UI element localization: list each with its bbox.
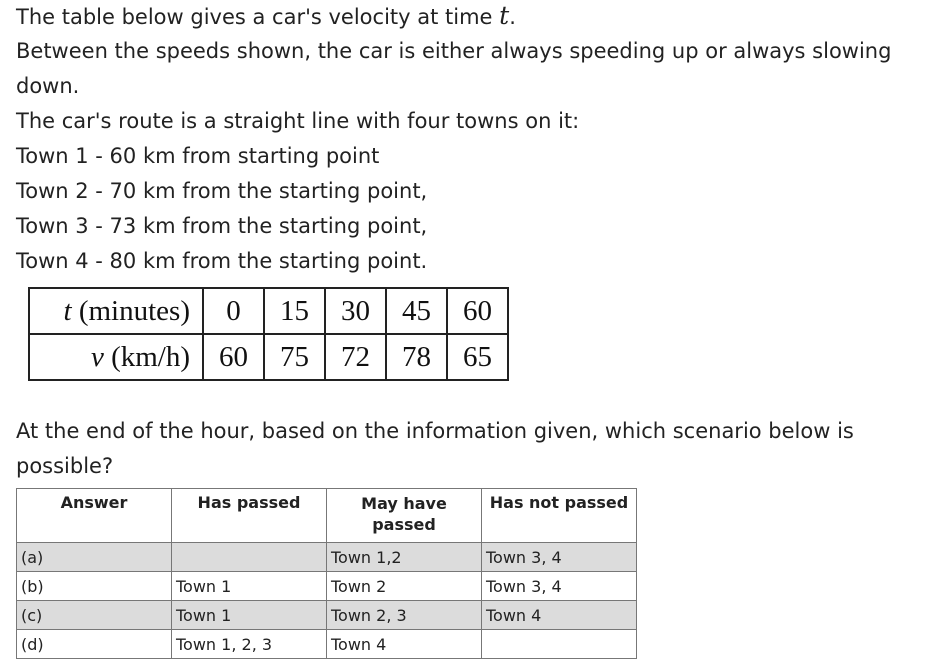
speed-var-label: v	[90, 340, 104, 373]
time-row	[29, 288, 508, 334]
town-1-line: Town 1 - 60 km from starting point	[16, 144, 380, 168]
answer-table-header	[17, 489, 637, 543]
answer-label: (a)	[17, 543, 172, 572]
intro-line-2: Between the speeds shown, the car is either always speeding up or always slowing	[16, 39, 892, 63]
has-passed-cell: Town 1	[172, 572, 327, 601]
speed-row	[29, 334, 508, 380]
has-not-passed-cell: Town 3, 4	[482, 572, 637, 601]
intro-line-1-prefix: The table below gives a car's velocity at time	[16, 5, 500, 29]
answer-table	[16, 488, 637, 659]
time-header	[29, 288, 203, 334]
question-line-2: possible?	[16, 454, 114, 478]
has-not-passed-cell	[482, 630, 637, 659]
table-row[interactable]	[17, 572, 637, 601]
table-row[interactable]	[17, 543, 637, 572]
has-passed-cell: Town 1, 2, 3	[172, 630, 327, 659]
time-cell: 15	[264, 288, 325, 334]
speed-cell: 65	[447, 334, 508, 380]
has-not-passed-cell: Town 4	[482, 601, 637, 630]
question-line-1: At the end of the hour, based on the information given, which scenario below is	[16, 419, 854, 443]
answer-label: (b)	[17, 572, 172, 601]
intro-line-1-suffix: .	[509, 5, 516, 29]
velocity-table	[28, 287, 509, 381]
header-may-have-passed: May have passed	[327, 489, 482, 543]
intro-line-1	[16, 3, 516, 30]
may-have-passed-cell: Town 2, 3	[327, 601, 482, 630]
time-cell: 30	[325, 288, 386, 334]
table-row[interactable]	[17, 630, 637, 659]
has-passed-cell: Town 1	[172, 601, 327, 630]
speed-unit-label: (km/h)	[103, 340, 190, 373]
has-not-passed-cell: Town 3, 4	[482, 543, 637, 572]
speed-header	[29, 334, 203, 380]
may-have-passed-cell: Town 2	[327, 572, 482, 601]
town-3-line: Town 3 - 73 km from the starting point,	[16, 214, 428, 238]
may-have-passed-cell: Town 4	[327, 630, 482, 659]
intro-line-4: The car's route is a straight line with four towns on it:	[16, 109, 580, 133]
header-answer: Answer	[17, 489, 172, 543]
town-2-line: Town 2 - 70 km from the starting point,	[16, 179, 428, 203]
time-cell: 45	[386, 288, 447, 334]
intro-line-3: down.	[16, 74, 80, 98]
speed-cell: 72	[325, 334, 386, 380]
speed-cell: 60	[203, 334, 264, 380]
may-have-passed-cell: Town 1,2	[327, 543, 482, 572]
answer-label: (d)	[17, 630, 172, 659]
table-row[interactable]	[17, 601, 637, 630]
time-var-label: t	[63, 294, 72, 327]
time-cell: 60	[447, 288, 508, 334]
answer-label: (c)	[17, 601, 172, 630]
town-4-line: Town 4 - 80 km from the starting point.	[16, 249, 428, 273]
time-unit-label: (minutes)	[71, 294, 190, 327]
has-passed-cell	[172, 543, 327, 572]
speed-cell: 75	[264, 334, 325, 380]
time-cell: 0	[203, 288, 264, 334]
time-variable: t	[499, 1, 510, 30]
header-has-passed: Has passed	[172, 489, 327, 543]
header-has-not-passed: Has not passed	[482, 489, 637, 543]
speed-cell: 78	[386, 334, 447, 380]
